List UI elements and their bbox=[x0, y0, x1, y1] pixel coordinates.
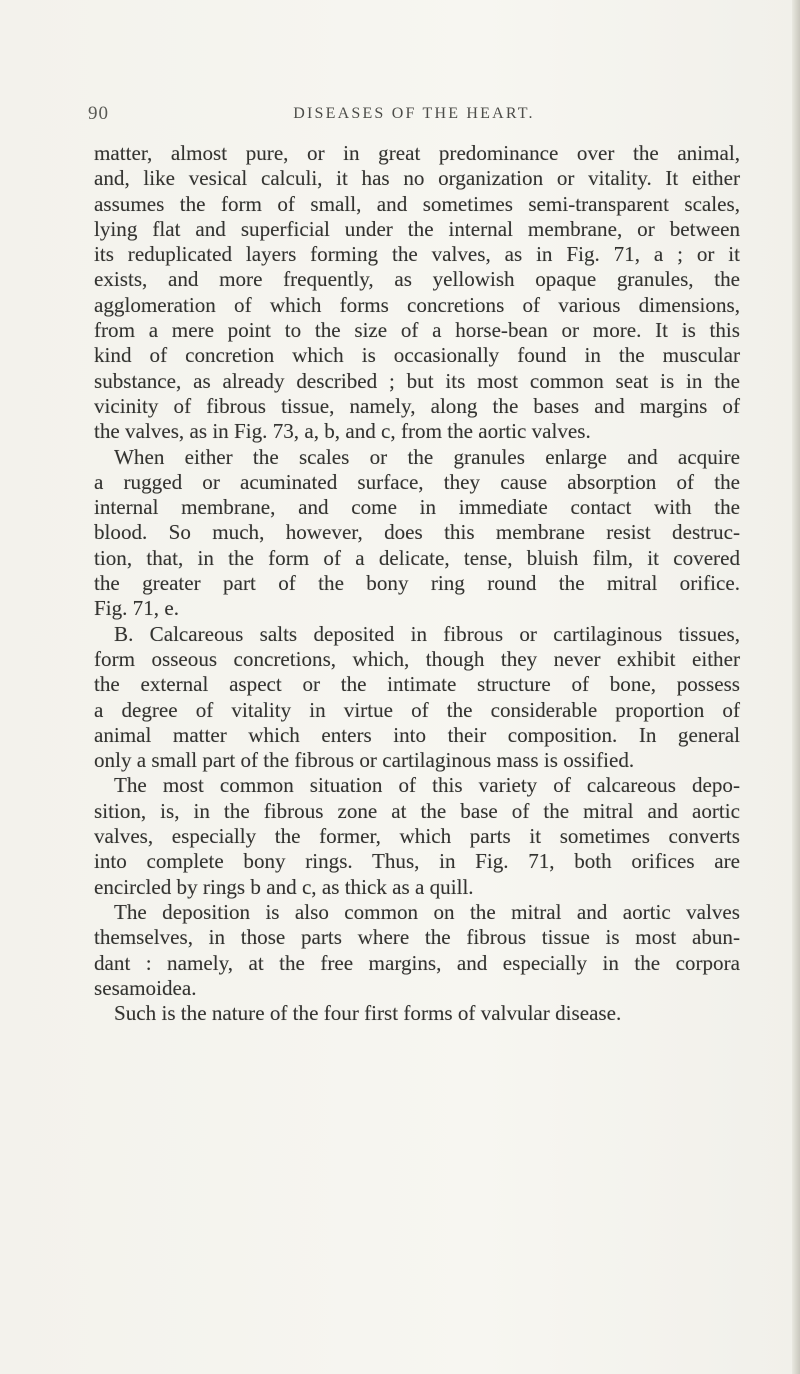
body-text bbox=[94, 141, 740, 1026]
text-line: themselves, in those parts where the fibrous tissue is most abun- bbox=[94, 925, 740, 950]
text-line: B. Calcareous salts deposited in fibrous or cartilaginous tissues, bbox=[114, 621, 740, 646]
text-line: Such is the nature of the four first forms of valvular disease. bbox=[114, 1001, 622, 1026]
text-line: kind of concretion which is occasionally found in the muscular bbox=[94, 343, 740, 368]
text-line: only a small part of the fibrous or cartilaginous mass is ossified. bbox=[94, 748, 635, 773]
text-line: matter, almost pure, or in great predominance over the animal, bbox=[94, 141, 740, 165]
page-edge-shadow bbox=[792, 0, 800, 1374]
text-line: the external aspect or the intimate structure of bone, possess bbox=[94, 672, 740, 697]
text-line: from a mere point to the size of a horse-bean or more. It is this bbox=[94, 318, 740, 343]
text-line: The most common situation of this variety of calcareous depo- bbox=[114, 773, 740, 798]
text-line: agglomeration of which forms concretions of various dimensions, bbox=[94, 292, 740, 317]
text-line: The deposition is also common on the mitral and aortic valves bbox=[114, 899, 740, 924]
text-line: blood. So much, however, does this membrane resist destruc- bbox=[94, 520, 740, 545]
text-line: assumes the form of small, and sometimes semi-transparent scales, bbox=[94, 191, 740, 216]
text-line: the greater part of the bony ring round the mitral orifice. bbox=[94, 571, 740, 596]
page-number: 90 bbox=[88, 103, 109, 124]
text-line: animal matter which enters into their composition. In general bbox=[94, 722, 740, 747]
running-head: DISEASES OF THE HEART. bbox=[293, 105, 535, 122]
text-line: form osseous concretions, which, though they never exhibit either bbox=[94, 646, 740, 671]
page-header bbox=[88, 103, 740, 133]
text-line: valves, especially the former, which parts it sometimes converts bbox=[94, 824, 740, 849]
text-line: internal membrane, and come in immediate contact with the bbox=[94, 495, 740, 520]
text-line: dant : namely, at the free margins, and especially in the corpora bbox=[94, 950, 740, 975]
text-line: sesamoidea. bbox=[94, 975, 197, 1000]
text-line: a rugged or acuminated surface, they cause absorption of the bbox=[94, 469, 740, 494]
text-line: encircled by rings b and c, as thick as a quill. bbox=[94, 874, 474, 899]
text-line: the valves, as in Fig. 73, a, b, and c, from the aortic valves. bbox=[94, 419, 591, 444]
text-line: and, like vesical calculi, it has no organization or vitality. It either bbox=[94, 166, 740, 191]
text-line: its reduplicated layers forming the valves, as in Fig. 71, a ; or it bbox=[94, 242, 740, 267]
text-line: vicinity of fibrous tissue, namely, along the bases and margins of bbox=[94, 393, 740, 418]
text-line: tion, that, in the form of a delicate, tense, bluish film, it covered bbox=[94, 545, 740, 570]
text-line: into complete bony rings. Thus, in Fig. 71, both orifices are bbox=[94, 849, 740, 874]
text-line: sition, is, in the fibrous zone at the base of the mitral and aortic bbox=[94, 798, 740, 823]
text-line: Fig. 71, e. bbox=[94, 596, 179, 621]
text-line: When either the scales or the granules enlarge and acquire bbox=[114, 444, 740, 469]
text-line: exists, and more frequently, as yellowish opaque granules, the bbox=[94, 267, 740, 292]
text-line: lying flat and superficial under the internal membrane, or between bbox=[94, 216, 740, 241]
text-line: a degree of vitality in virtue of the considerable proportion of bbox=[94, 697, 740, 722]
text-line: substance, as already described ; but its most common seat is in the bbox=[94, 368, 740, 393]
